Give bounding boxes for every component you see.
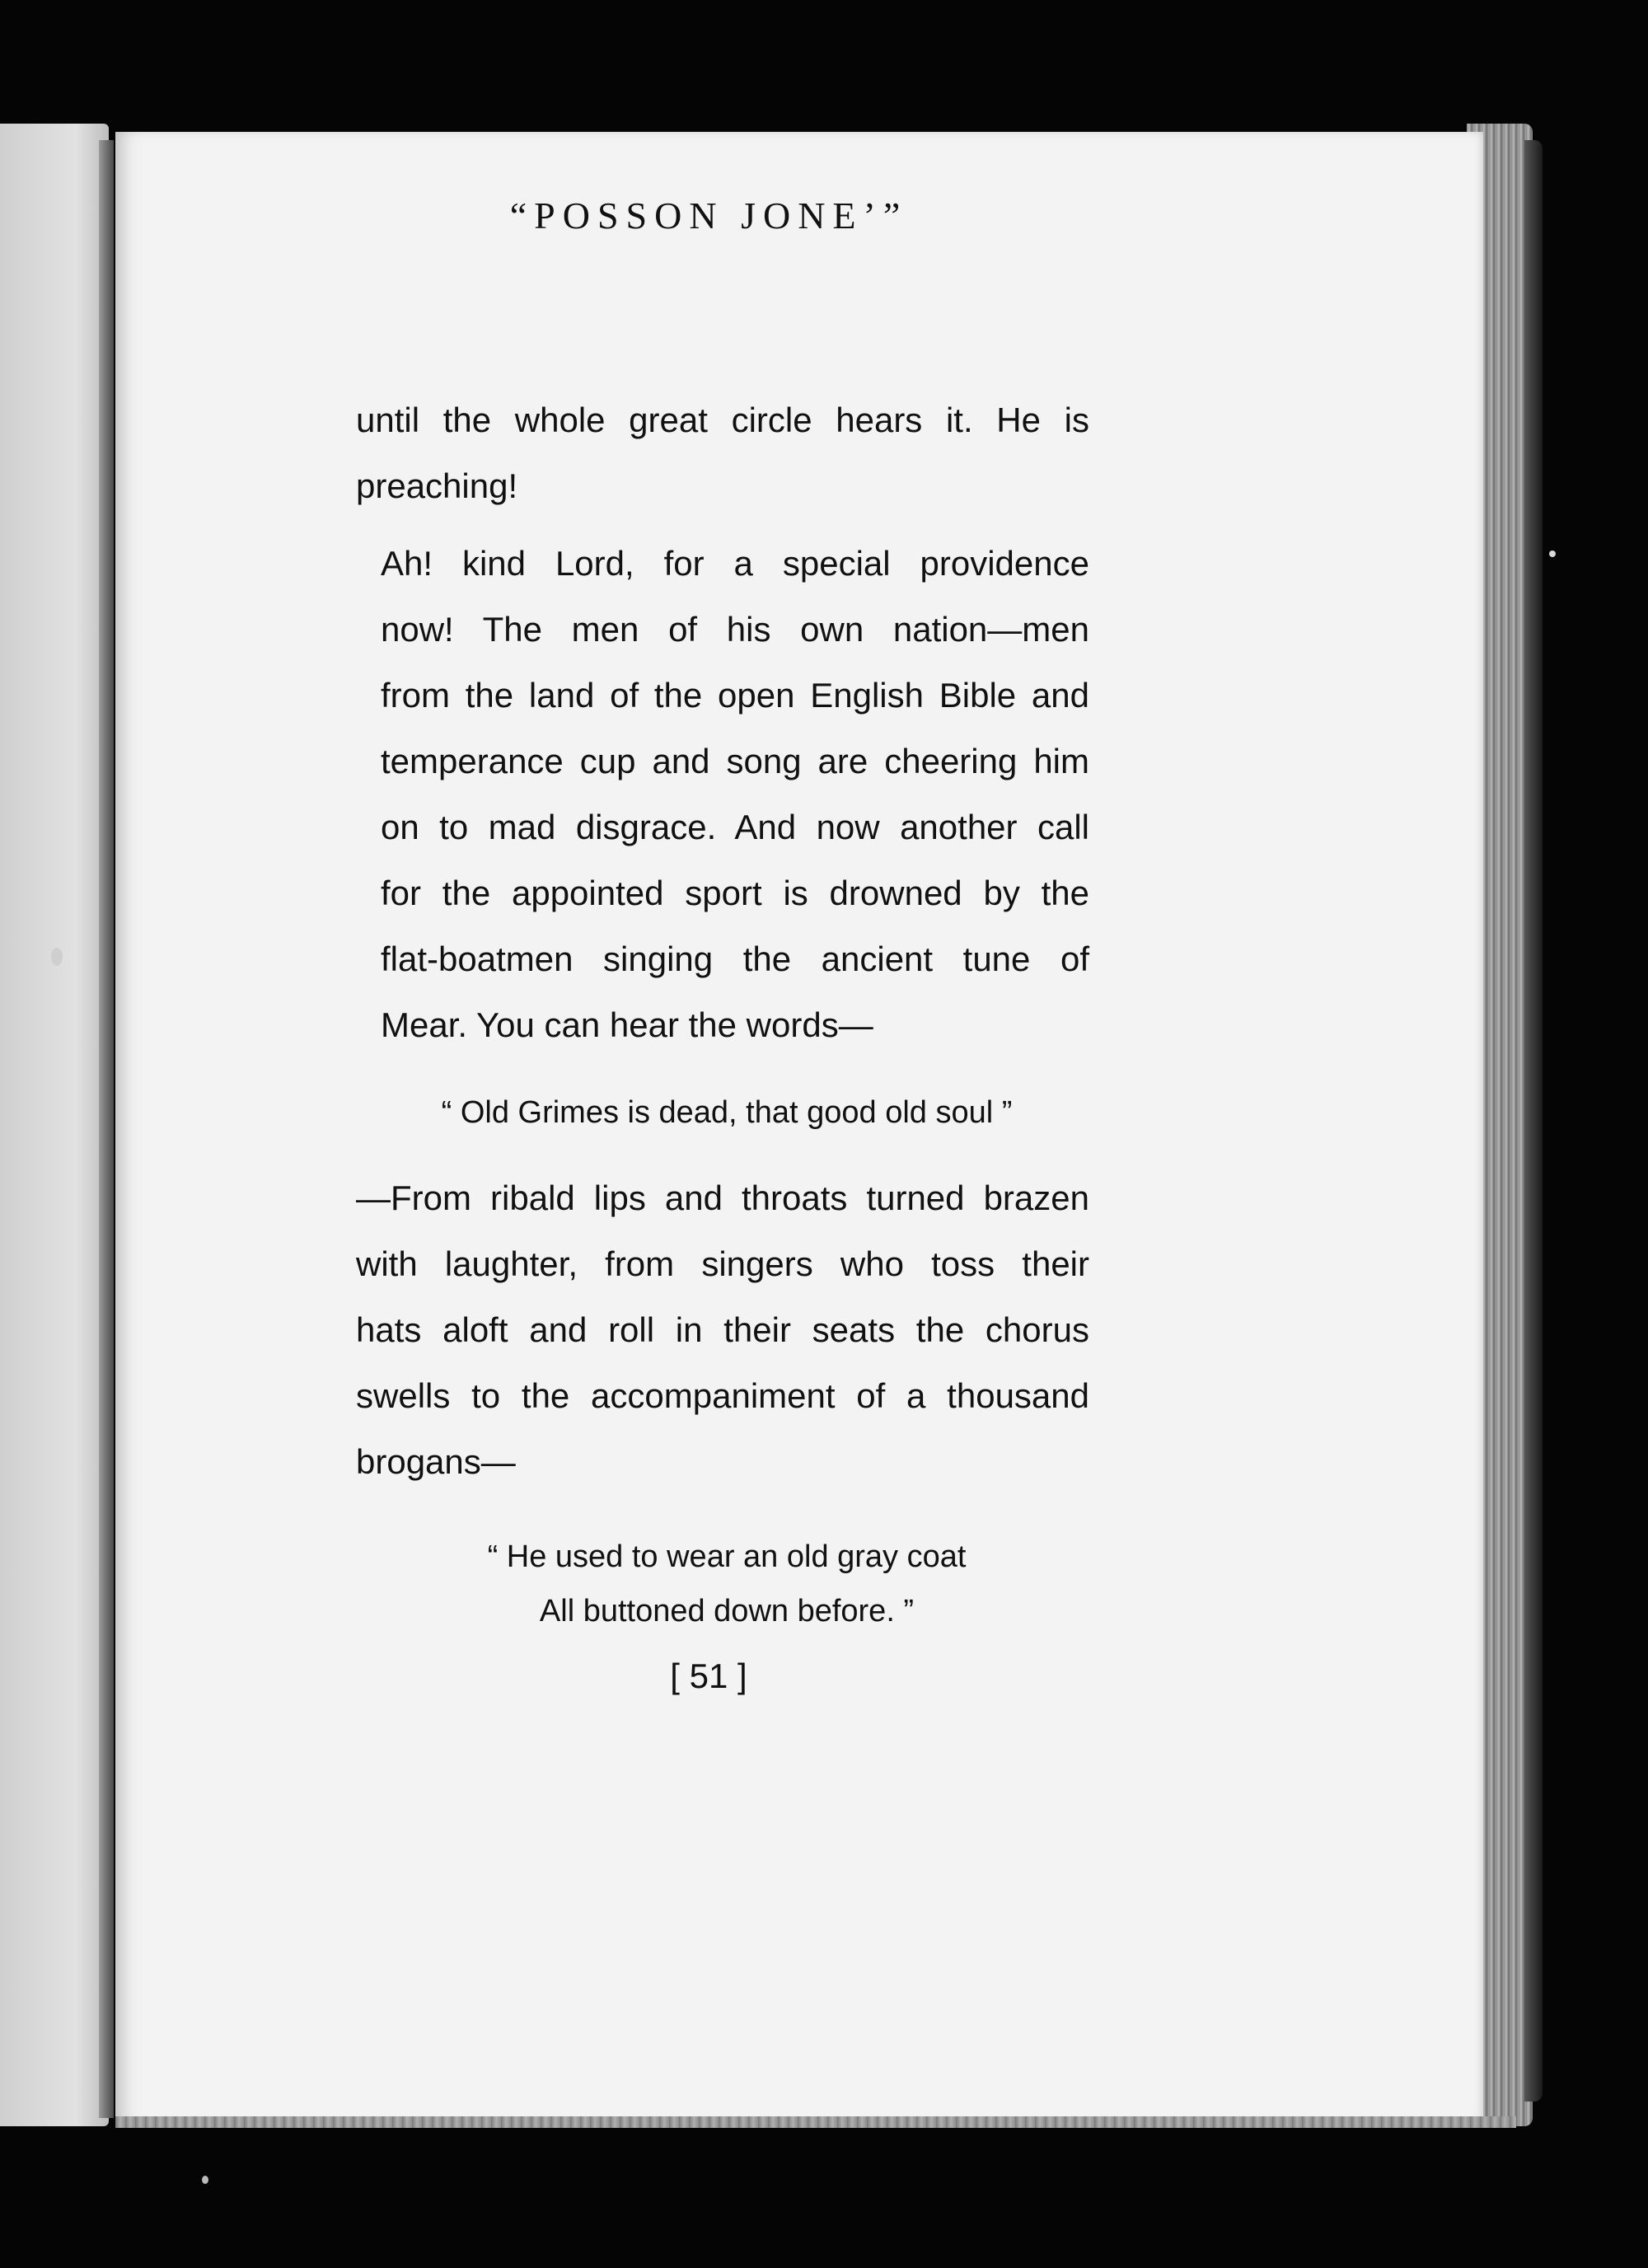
paragraph-2 xyxy=(356,531,1089,1058)
text-line: until the whole great circle hears it. He is xyxy=(356,401,1089,439)
text-line: brogans— xyxy=(356,1442,516,1481)
page-number: [ 51 ] xyxy=(670,1656,747,1695)
text-line: preaching! xyxy=(356,466,518,505)
speck xyxy=(202,2176,208,2184)
text-line: Mear. You can hear the words— xyxy=(381,1005,873,1044)
text-line: —From ribald lips and throats turned brazen xyxy=(356,1179,1089,1217)
text-line: temperance cup and song are cheering him xyxy=(381,742,1089,780)
page-stack-shadow xyxy=(1524,140,1543,2102)
body-text xyxy=(356,387,1089,1638)
gutter-shadow xyxy=(99,140,114,2118)
paragraph-1 xyxy=(356,387,1089,519)
verse-quote: “ Old Grimes is dead, that good old soul ” xyxy=(441,1095,1013,1130)
verse-line: All buttoned down before. ” xyxy=(539,1594,915,1628)
text-line: with laughter, from singers who toss their xyxy=(356,1244,1089,1283)
text-line: for the appointed sport is drowned by the xyxy=(381,874,1089,912)
text-line: on to mad disgrace. And now another call xyxy=(381,808,1089,846)
text-line: flat-boatmen singing the ancient tune of xyxy=(381,940,1089,978)
left-page-edge xyxy=(0,124,109,2126)
verse-line: “ He used to wear an old gray coat xyxy=(487,1539,967,1574)
running-head: “POSSON JONE’” xyxy=(509,194,908,237)
speck xyxy=(1549,551,1556,557)
text-line: from the land of the open English Bible and xyxy=(381,676,1089,715)
text-line: Ah! kind Lord, for a special providence xyxy=(381,544,1089,583)
page-bottom-edge xyxy=(115,2116,1516,2128)
text-line: hats aloft and roll in their seats the chorus xyxy=(356,1310,1089,1349)
speck xyxy=(51,948,63,966)
text-line: now! The men of his own nation—men xyxy=(381,610,1089,649)
text-line: swells to the accompaniment of a thousand xyxy=(356,1376,1089,1415)
paragraph-3 xyxy=(356,1165,1089,1495)
verse-quote xyxy=(356,1530,1089,1638)
